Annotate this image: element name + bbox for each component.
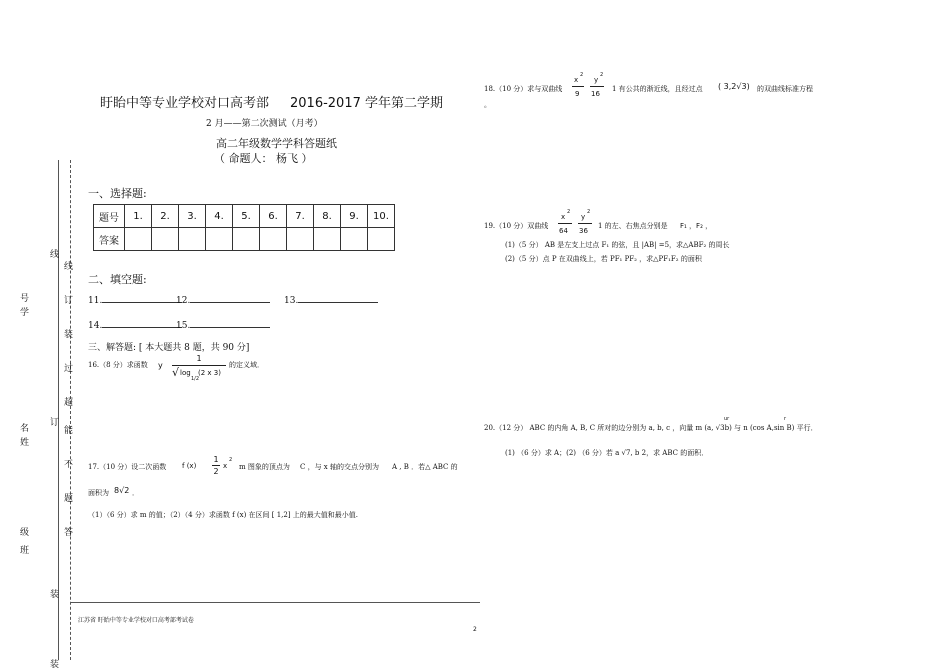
q17-x: x <box>223 462 228 470</box>
q17-fx: f (x) <box>182 462 197 470</box>
margin-label: 装 <box>64 330 74 340</box>
margin-label: 名 <box>20 424 30 434</box>
margin-label: 不 <box>64 460 74 470</box>
margin-label: 答 <box>64 528 74 538</box>
q19-mid: 1 的左、右焦点分别是 <box>598 222 668 230</box>
q20-line2: (1) （6 分）求 A；(2) （6 分）若 a √7, b 2，求 ABC 的面积． <box>505 449 709 457</box>
q16-arg: (2 x 3) <box>198 369 221 377</box>
margin-label: 能 <box>64 426 74 436</box>
blank-13: 13. <box>284 296 378 306</box>
margin-label: 过 <box>64 364 74 374</box>
q16-radical: √ <box>172 366 180 379</box>
margin-label: 题 <box>64 494 74 504</box>
q18-suffix: 的双曲线标准方程 <box>757 85 813 93</box>
school-year: 2016-2017 学年第二学期 <box>290 96 443 111</box>
answer-cell[interactable] <box>287 228 314 251</box>
blank-14: 14. <box>88 321 182 331</box>
blank-11: 11. <box>88 296 182 306</box>
q19-prefix: 19.（10 分）双曲线 <box>484 222 549 230</box>
blank-12: 12. <box>176 296 270 306</box>
blank-15: 15. <box>176 321 270 331</box>
q18-exp1: 2 <box>580 72 584 78</box>
margin-label: 装 <box>50 660 60 670</box>
blank-input[interactable] <box>190 302 270 303</box>
blank-input[interactable] <box>102 327 182 328</box>
q16-fraction-bar <box>172 365 226 366</box>
margin-label: 线 <box>50 250 60 260</box>
margin-label: 订 <box>50 418 60 428</box>
q16-suffix: 的定义域． <box>229 361 264 369</box>
author-line: （ 命题人： 杨飞 ） <box>214 152 313 165</box>
q19-foci: F₁ ，F₂ ， <box>680 222 713 230</box>
answer-cell[interactable] <box>314 228 341 251</box>
q18-den1: 9 <box>575 90 580 98</box>
q18-den2: 16 <box>591 90 600 98</box>
question-number: 5. <box>233 205 260 228</box>
question-number: 3. <box>179 205 206 228</box>
answer-cell[interactable] <box>179 228 206 251</box>
question-number: 1. <box>125 205 152 228</box>
page-number: 2 <box>473 626 477 633</box>
q17-vertex: C ，与 x 轴的交点分别为 <box>300 463 379 471</box>
section-solve-title: 三、解答题: [ 本大题共 8 题，共 90 分] <box>88 343 250 353</box>
margin-label: 订 <box>64 296 74 306</box>
q19-den2: 36 <box>579 227 588 235</box>
q19-bar2 <box>578 223 592 224</box>
q17-numerator: 1 <box>213 455 219 464</box>
q17-line2: 面积为 <box>88 489 109 497</box>
q18-x: x <box>574 76 579 84</box>
test-title: 2 月——第二次测试（月考） <box>206 119 323 129</box>
answer-cell[interactable] <box>206 228 233 251</box>
q17-line1a: 17.（10 分）设二次函数 <box>88 463 167 471</box>
table-header-label: 题号 <box>94 205 125 228</box>
q18-cont: 。 <box>484 101 491 109</box>
question-number: 4. <box>206 205 233 228</box>
question-number: 9. <box>341 205 368 228</box>
q19-exp1: 2 <box>567 209 571 215</box>
q20-vector-m-arrow: ur <box>724 416 730 422</box>
q18-y: y <box>594 76 599 84</box>
q16-log: log <box>180 369 191 377</box>
margin-label: 姓 <box>20 438 30 448</box>
question-number: 6. <box>260 205 287 228</box>
margin-label: 班 <box>20 546 30 556</box>
q16-y: y <box>158 361 163 370</box>
q18-prefix: 18.（10 分）求与双曲线 <box>484 85 563 93</box>
question-number: 10. <box>368 205 395 228</box>
q16-prefix: 16.（8 分）求函数 <box>88 361 148 369</box>
margin-label: 线 <box>64 262 74 272</box>
q17-points: A , B ．若△ ABC 的 <box>392 463 458 471</box>
answer-table <box>93 204 395 251</box>
q17-line1b: m 图象的顶点为 <box>239 463 290 471</box>
blank-input[interactable] <box>298 302 378 303</box>
margin-label: 学 <box>20 308 30 318</box>
q17-fraction-bar <box>212 465 220 466</box>
question-number: 7. <box>287 205 314 228</box>
answer-cell[interactable] <box>260 228 287 251</box>
margin-label: 级 <box>20 528 30 538</box>
footer-text: 江苏省 盱眙中等专业学校对口高考部考试卷 <box>78 617 194 624</box>
q18-exp2: 2 <box>600 72 604 78</box>
section-fill-title: 二、填空题: <box>88 273 147 286</box>
table-answer-label: 答案 <box>94 228 125 251</box>
answer-cell[interactable] <box>152 228 179 251</box>
q17-line3: （1）（6 分）求 m 的值；（2）（4 分）求函数 f (x) 在区间 [ 1,2] 上的最大值和最小值. <box>88 511 359 519</box>
q19-part1: (1)（5 分） AB 是左支上过点 F₁ 的弦，且 |AB| =5，求△ABF₂ 的周长 <box>505 241 730 249</box>
q18-mid: 1 有公共的渐近线，且经过点 <box>612 85 703 93</box>
blank-input[interactable] <box>102 302 182 303</box>
q17-area: 8√2 <box>114 486 130 495</box>
q19-y: y <box>581 213 586 221</box>
margin-label: 号 <box>20 294 30 304</box>
footer-rule <box>70 602 480 603</box>
q18-bar2 <box>590 86 604 87</box>
q19-bar1 <box>558 223 572 224</box>
q19-x: x <box>561 213 566 221</box>
q16-log-base: 1/2 <box>191 376 200 382</box>
blank-input[interactable] <box>190 327 270 328</box>
q19-exp2: 2 <box>587 209 591 215</box>
question-number: 2. <box>152 205 179 228</box>
margin-label: 超 <box>64 398 74 408</box>
q17-exponent: 2 <box>229 457 233 463</box>
q17-dot: ． <box>132 489 139 497</box>
answer-cell[interactable] <box>368 228 395 251</box>
binding-line-inner <box>70 160 71 660</box>
q16-numerator: 1 <box>196 354 202 363</box>
q18-point: ( 3,2√3) <box>718 82 750 91</box>
subject-title: 高二年级数学学科答题纸 <box>216 137 337 150</box>
question-number: 8. <box>314 205 341 228</box>
answer-cell[interactable] <box>125 228 152 251</box>
binding-line-outer <box>58 160 59 660</box>
q19-den1: 64 <box>559 227 568 235</box>
q19-part2: (2)（5 分）点 P 在双曲线上，若 PF₁ PF₂ ，求△PF₁F₂ 的面积 <box>505 255 702 263</box>
q18-bar1 <box>572 86 584 87</box>
school-name: 盱眙中等专业学校对口高考部 <box>100 96 270 111</box>
q17-denominator: 2 <box>213 467 219 476</box>
section-choice-title: 一、选择题: <box>88 187 147 200</box>
q20-line1: 20.（12 分） ABC 的内角 A, B, C 所对的边分别为 a, b, c ，向量 m (a, √3b) 与 n (cos A,sin B) 平行． <box>484 424 818 432</box>
answer-cell[interactable] <box>341 228 368 251</box>
q20-vector-n-arrow: r <box>784 416 787 422</box>
margin-label: 装 <box>50 590 60 600</box>
answer-cell[interactable] <box>233 228 260 251</box>
